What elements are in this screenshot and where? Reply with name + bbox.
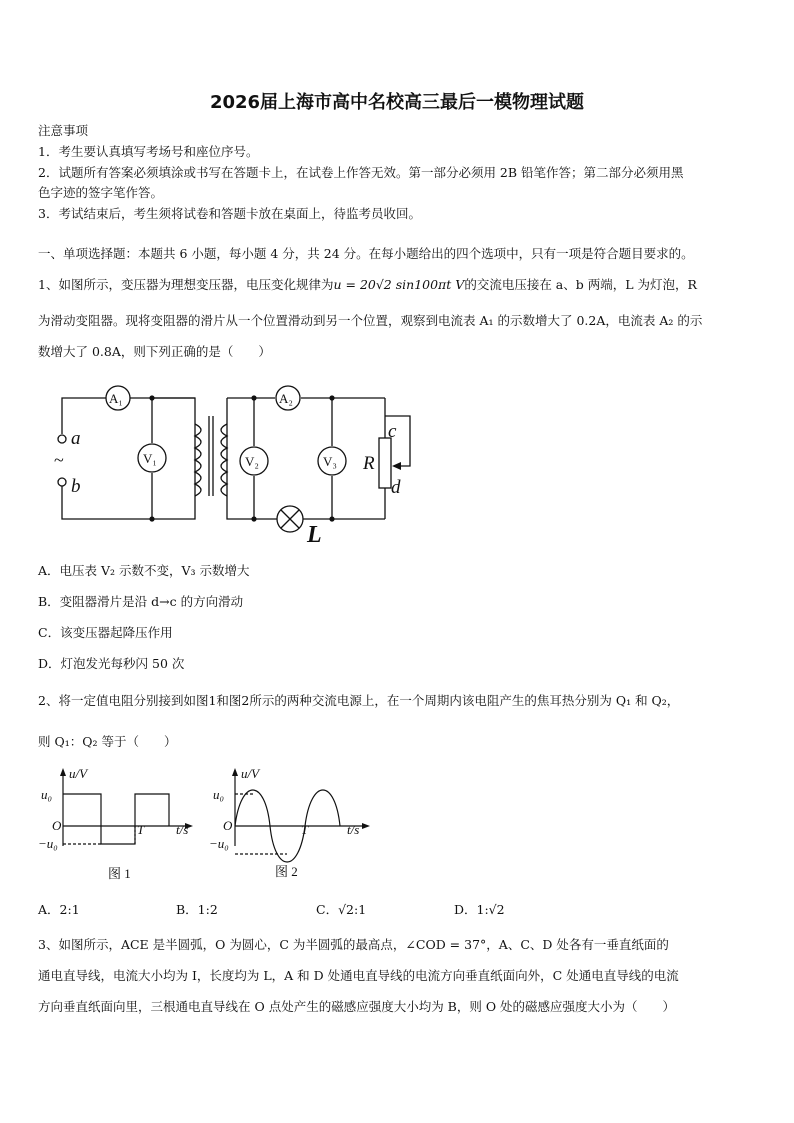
fig1-neg-u0: −u₀	[38, 836, 58, 851]
q2-option-c: C．√2:1	[316, 902, 367, 917]
q2-line-1: 2、将一定值电阻分别接到如图1和图2所示的两种交流电源上，在一个周期内该电阻产生的焦耳热分别为 Q₁ 和 Q₂，	[38, 693, 680, 708]
page-title: 2026届上海市高中名校高三最后一模物理试题	[209, 92, 585, 113]
fig2-u0: u₀	[213, 787, 225, 802]
notice-heading: 注意事项	[38, 123, 89, 138]
q2-option-b: B．1:2	[176, 902, 218, 917]
notice-item-3: 3．考试结束后，考生须将试卷和答题卡放在桌面上，待监考员收回。	[38, 206, 421, 221]
q1-line-2: 为滑动变阻器。现将变阻器的滑片从一个位置滑动到另一个位置，观察到电流表 A₁ 的示数增大了 0.2A，电流表 A₂ 的示	[38, 313, 703, 328]
fig2-xlabel: t/s	[347, 822, 360, 837]
q1-option-d: D．灯泡发光每秒闪 50 次	[38, 656, 185, 671]
figure-1-square-wave	[38, 764, 198, 884]
label-a1: A₁	[109, 391, 123, 406]
notice-item-2-cont: 色字迹的签字笔作答。	[38, 185, 164, 200]
terminal-a-icon	[58, 435, 66, 443]
fig1-t: T	[137, 822, 145, 837]
label-v1: V₁	[143, 451, 157, 466]
transformer-circuit-diagram	[45, 376, 425, 552]
label-b: b	[71, 476, 81, 497]
label-v2: V₂	[245, 454, 259, 469]
label-d: d	[391, 477, 401, 498]
q1-option-c: C．该变压器起降压作用	[38, 625, 173, 640]
notice-item-1: 1．考生要认真填写考场号和座位序号。	[38, 144, 259, 159]
q1-line-1	[38, 276, 758, 294]
label-a2: A₂	[279, 391, 293, 406]
q2-option-a: A．2:1	[38, 902, 80, 917]
fig1-xlabel: t/s	[176, 822, 189, 837]
fig2-neg-u0: −u₀	[209, 836, 229, 851]
notice-item-2: 2．试题所有答案必须填涂或书写在答题卡上，在试卷上作答无效。第一部分必须用 2B 铅笔作答；第二部分必须用黑	[38, 165, 684, 180]
fig1-origin: O	[52, 818, 62, 833]
q3-line-1: 3、如图所示，ACE 是半圆弧，O 为圆心，C 为半圆弧的最高点，∠COD = 37°，A、C、D 处各有一垂直纸面的	[38, 937, 669, 952]
q1-option-b: B．变阻器滑片是沿 d→c 的方向滑动	[38, 594, 244, 609]
fig2-origin: O	[223, 818, 233, 833]
q1-line-1a: 1、如图所示，变压器为理想变压器，电压变化规律为	[38, 277, 334, 292]
q1-option-a: A．电压表 V₂ 示数不变，V₃ 示数增大	[38, 563, 250, 578]
section-heading: 一、单项选择题：本题共 6 小题，每小题 4 分，共 24 分。在每小题给出的四个选项中，只有一项是符合题目要求的。	[38, 246, 694, 261]
fig2-caption: 图 2	[275, 864, 298, 879]
fig1-u0: u₀	[41, 787, 53, 802]
label-c: c	[388, 421, 397, 442]
fig1-caption: 图 1	[108, 866, 131, 881]
q3-line-3: 方向垂直纸面向里，三根通电直导线在 O 点处产生的磁感应强度大小均为 B，则 O 处的磁感应强度大小为（ ）	[38, 999, 676, 1014]
fig2-t: T	[301, 822, 309, 837]
q2-option-d: D．1:√2	[454, 902, 505, 917]
label-a: a	[71, 428, 81, 449]
q1-line-3: 数增大了 0.8A，则下列正确的是（ ）	[38, 344, 271, 359]
terminal-b-icon	[58, 478, 66, 486]
label-l: L	[307, 522, 322, 548]
q1-line-1b: 的交流电压接在 a、b 两端，L 为灯泡，R	[464, 277, 697, 292]
fig1-ylabel: u/V	[69, 766, 88, 781]
figure-2-sine-wave	[205, 764, 375, 884]
fig2-ylabel: u/V	[241, 766, 260, 781]
label-v3: V₃	[323, 454, 337, 469]
label-tilde: ~	[54, 450, 64, 470]
q1-formula: u = 20√2 sin100πt V	[333, 277, 465, 292]
q2-line-2: 则 Q₁：Q₂ 等于（ ）	[38, 734, 177, 749]
label-r: R	[363, 453, 375, 474]
q3-line-2: 通电直导线，电流大小均为 I，长度均为 L，A 和 D 处通电直导线的电流方向垂直纸面向外，C 处通电直导线的电流	[38, 968, 679, 983]
